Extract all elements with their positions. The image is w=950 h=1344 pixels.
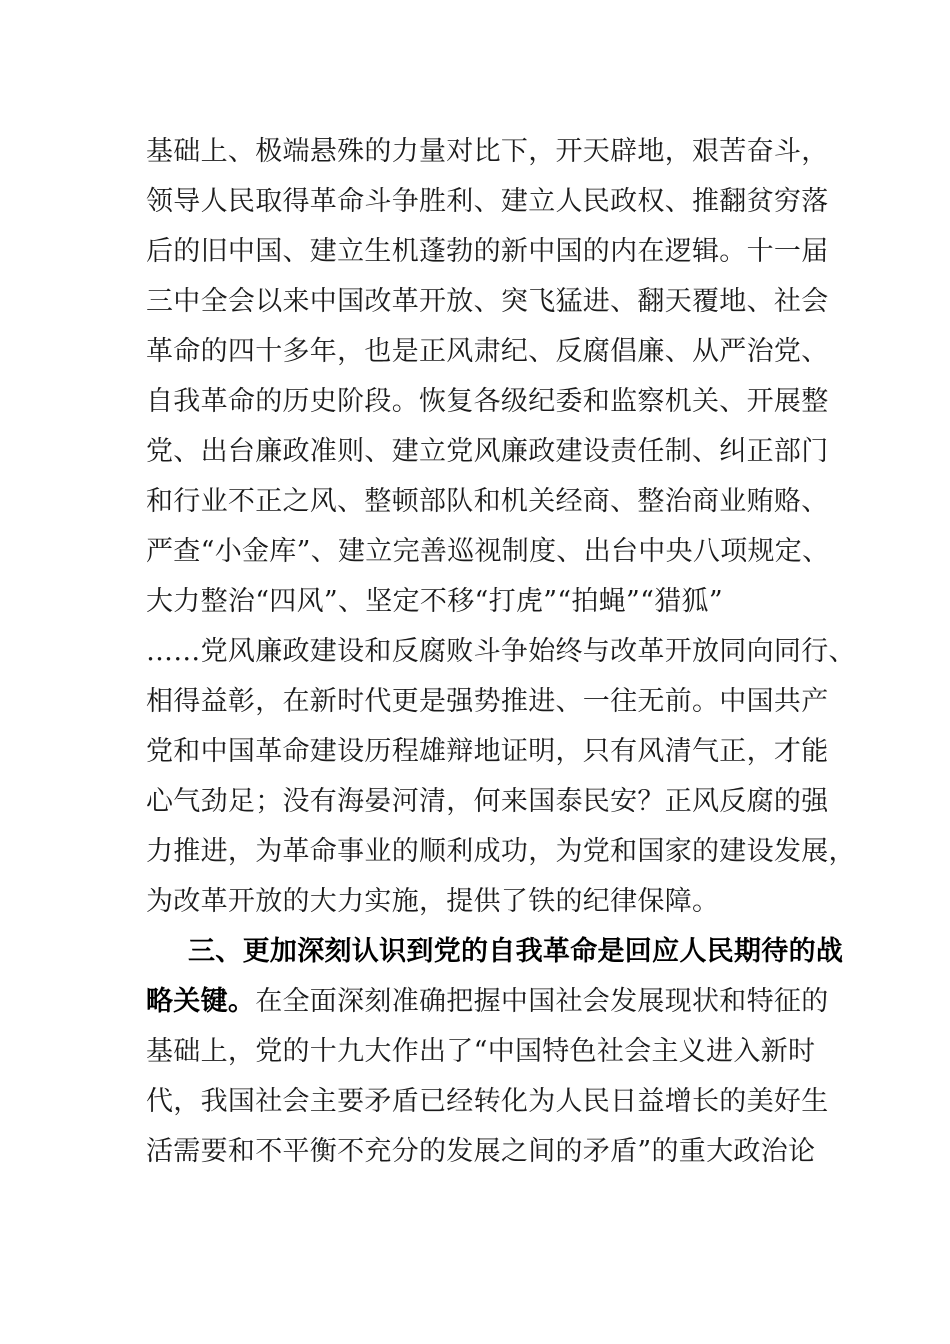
section-three-paragraph xyxy=(146,927,844,1177)
text-line: 革命的四十多年，也是正风肃纪、反腐倡廉、从严治党、 xyxy=(146,336,829,367)
text-line: 大力整治“四风”、坚定不移“打虎”“拍蝇”“猎狐” xyxy=(146,586,723,617)
text-line: 党和中国革命建设历程雄辩地证明，只有风清气正，才能 xyxy=(146,736,829,767)
text-line: 三中全会以来中国改革开放、突飞猛进、翻天覆地、社会 xyxy=(146,286,829,317)
text-line: 后的旧中国、建立生机蓬勃的新中国的内在逻辑。十一届 xyxy=(146,236,829,267)
text-line: 基础上，党的十九大作出了“中国特色社会主义进入新时 xyxy=(146,1036,816,1067)
text-line xyxy=(146,977,829,1027)
text-line: 基础上、极端悬殊的力量对比下，开天辟地，艰苦奋斗， xyxy=(146,136,829,167)
text-line: 党、出台廉政准则、建立党风廉政建设责任制、纠正部门 xyxy=(146,436,829,467)
text-line: 和行业不正之风、整顿部队和机关经商、整治商业贿赂、 xyxy=(146,486,829,517)
text-line: 为改革开放的大力实施，提供了铁的纪律保障。 xyxy=(146,886,720,917)
text-line: 自我革命的历史阶段。恢复各级纪委和监察机关、开展整 xyxy=(146,386,829,417)
text-span: 在全面深刻准确把握中国社会发展现状和特征的 xyxy=(255,986,829,1017)
paragraph-continuation xyxy=(146,127,856,927)
text-line: 力推进，为革命事业的顺利成功，为党和国家的建设发展， xyxy=(146,836,856,867)
text-line: 活需要和不平衡不充分的发展之间的矛盾”的重大政治论 xyxy=(146,1136,816,1167)
text-line: ……党风廉政建设和反腐败斗争始终与改革开放同向同行、 xyxy=(146,636,856,667)
text-line: 相得益彰，在新时代更是强势推进、一往无前。中国共产 xyxy=(146,686,829,717)
text-line: 严查“小金库”、建立完善巡视制度、出台中央八项规定、 xyxy=(146,536,830,567)
section-heading-line: 三、更加深刻认识到党的自我革命是回应人民期待的战 xyxy=(188,936,844,967)
section-heading-end: 略关键。 xyxy=(146,986,256,1017)
text-line: 领导人民取得革命斗争胜利、建立人民政权、推翻贫穷落 xyxy=(146,186,829,217)
text-line: 代，我国社会主要矛盾已经转化为人民日益增长的美好生 xyxy=(146,1086,829,1117)
text-line: 心气劲足；没有海晏河清，何来国泰民安？正风反腐的强 xyxy=(146,786,829,817)
